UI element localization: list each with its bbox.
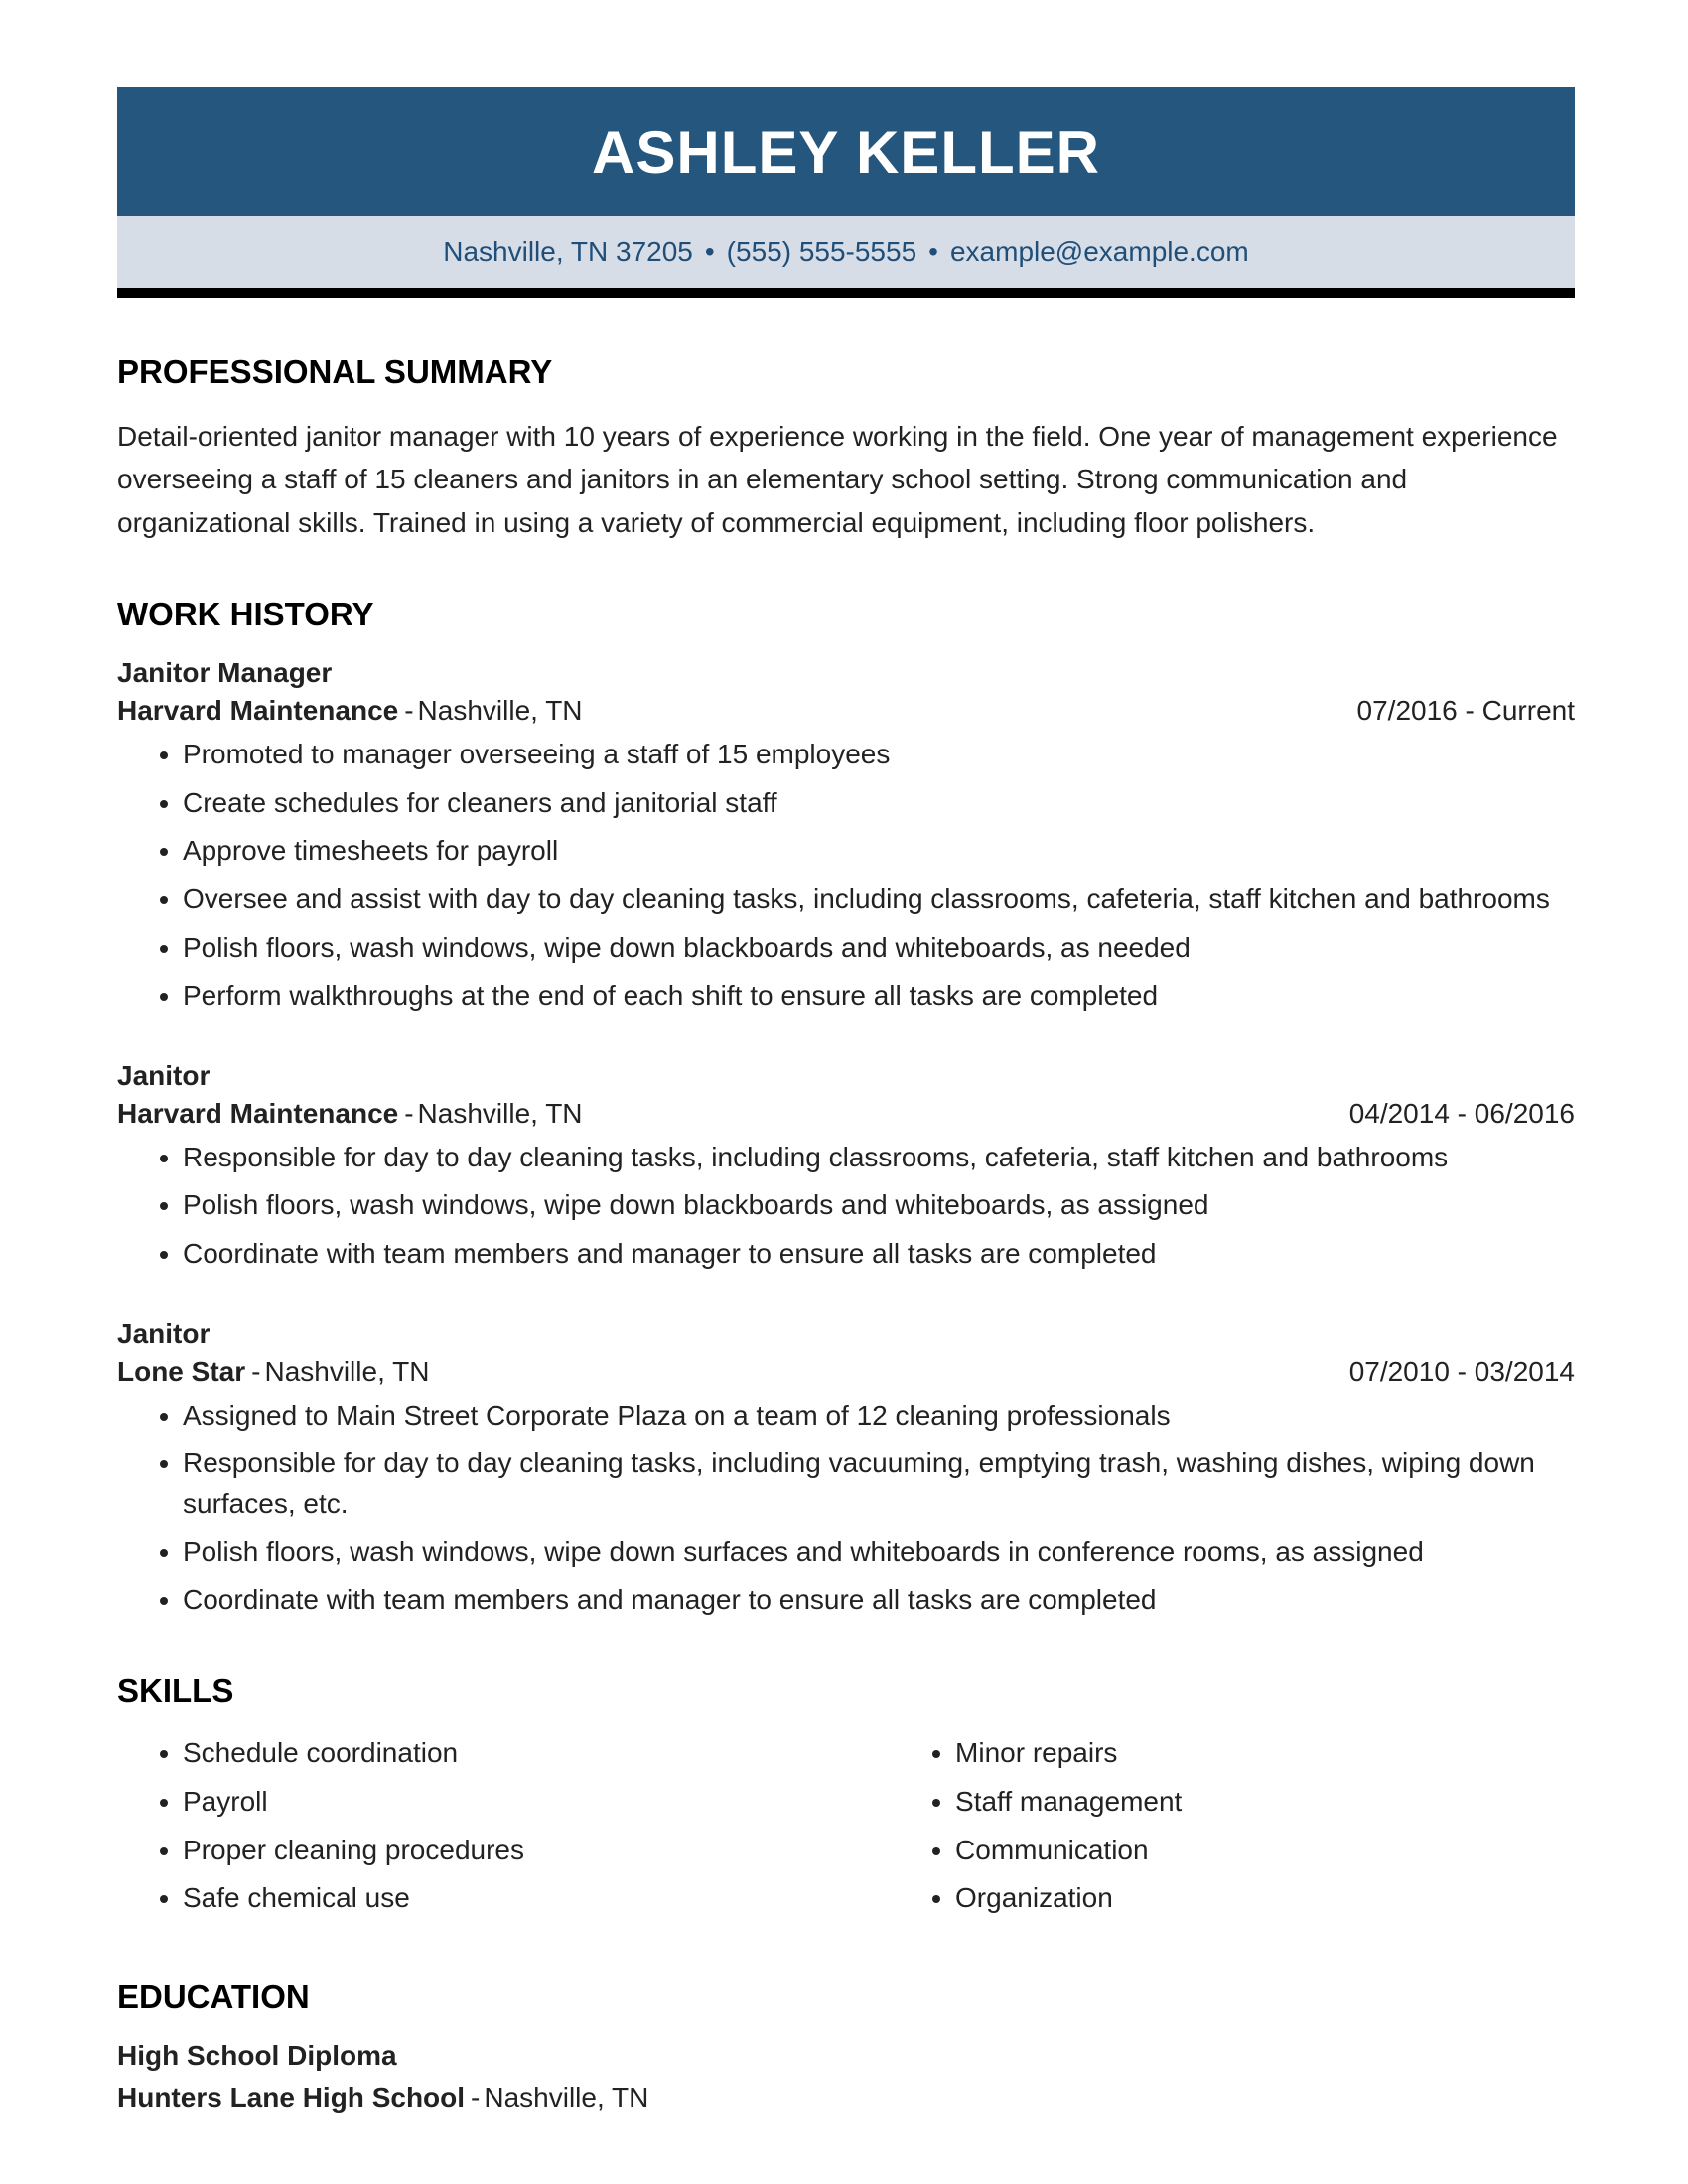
job-entry [117, 657, 1575, 1017]
job-company [117, 1356, 429, 1388]
company-location-separator: - [404, 695, 414, 727]
work-history-heading: WORK HISTORY [117, 596, 374, 633]
job-bullet: • Promoted to manager overseeing a staff of 15 employees [183, 735, 1575, 775]
candidate-name: ASHLEY KELLER [592, 118, 1100, 186]
section-professional-summary [117, 353, 1575, 544]
education-location: Nashville, TN [484, 2081, 649, 2113]
contact-phone: (555) 555-5555 [726, 236, 917, 267]
education-degree: High School Diploma [117, 2039, 397, 2071]
job-bullet-list [117, 735, 1575, 1017]
skill-item: • Minor repairs [955, 1733, 1575, 1774]
skill-item: • Payroll [183, 1782, 890, 1823]
job-company-line [117, 1098, 1575, 1130]
job-bullet: • Coordinate with team members and manager to ensure all tasks are completed [183, 1234, 1575, 1275]
job-bullet: • Responsible for day to day cleaning tasks, including vacuuming, emptying trash, washing dishes, wiping down surfaces, etc. [183, 1443, 1575, 1524]
education-school: Hunters Lane High School [117, 2081, 466, 2113]
company-name: Harvard Maintenance [117, 1097, 399, 1129]
skills-column-left [117, 1733, 890, 1926]
job-dates: 07/2010 - 03/2014 [1348, 1355, 1575, 1387]
divider-rule [117, 288, 1575, 298]
skill-item: • Staff management [955, 1782, 1575, 1823]
job-company-line [117, 695, 1575, 727]
company-location-separator: - [404, 1097, 414, 1129]
skill-item: • Safe chemical use [183, 1878, 890, 1919]
section-work-history [117, 596, 1575, 1620]
job-entry [117, 1060, 1575, 1275]
job-bullet: • Polish floors, wash windows, wipe down blackboards and whiteboards, as assigned [183, 1185, 1575, 1226]
job-bullet: • Oversee and assist with day to day cleaning tasks, including classrooms, cafeteria, staff kitchen and bathrooms [183, 880, 1575, 920]
job-entry [117, 1318, 1575, 1621]
job-company [117, 1098, 583, 1130]
contact-location: Nashville, TN 37205 [443, 236, 693, 267]
contact-email: example@example.com [949, 236, 1249, 267]
skill-item: • Communication [955, 1831, 1575, 1871]
job-location: Nashville, TN [417, 695, 583, 727]
job-title: Janitor [117, 1059, 211, 1091]
job-bullet: • Coordinate with team members and manager to ensure all tasks are completed [183, 1580, 1575, 1621]
job-company-line [117, 1356, 1575, 1388]
contact-separator-dot: • [928, 236, 938, 267]
section-skills [117, 1672, 1575, 1926]
school-location-separator: - [471, 2081, 481, 2113]
job-bullet-list [117, 1396, 1575, 1621]
summary-heading: PROFESSIONAL SUMMARY [117, 353, 553, 390]
job-bullet: • Create schedules for cleaners and janitorial staff [183, 783, 1575, 824]
header-banner [117, 87, 1575, 216]
section-education [117, 1979, 1575, 2114]
job-bullet: • Perform walkthroughs at the end of each shift to ensure all tasks are completed [183, 976, 1575, 1017]
job-bullet: • Approve timesheets for payroll [183, 831, 1575, 872]
skill-item: • Organization [955, 1878, 1575, 1919]
resume-content [117, 0, 1575, 2114]
job-dates: 07/2016 - Current [1356, 695, 1575, 727]
contact-separator-dot: • [704, 236, 715, 267]
job-location: Nashville, TN [417, 1097, 583, 1129]
skills-heading: SKILLS [117, 1672, 234, 1709]
contact-bar [117, 216, 1575, 288]
skill-item: • Schedule coordination [183, 1733, 890, 1774]
job-dates: 04/2014 - 06/2016 [1348, 1097, 1575, 1129]
skills-column-right [890, 1733, 1575, 1926]
job-bullet: • Responsible for day to day cleaning tasks, including classrooms, cafeteria, staff kitchen and bathrooms [183, 1138, 1575, 1178]
job-title: Janitor [117, 1317, 211, 1349]
company-name: Lone Star [117, 1355, 246, 1387]
job-bullet: • Polish floors, wash windows, wipe down blackboards and whiteboards, as needed [183, 928, 1575, 969]
education-heading: EDUCATION [117, 1978, 310, 2015]
summary-text: Detail-oriented janitor manager with 10 years of experience working in the field. One year of management experience overseeing a staff of 15 cleaners and janitors in an elementary school setting. Strong communication and organizational skills. Trained in using a variety of commercial equipment, including floor polishers. [117, 421, 1558, 538]
job-title: Janitor Manager [117, 657, 333, 689]
company-location-separator: - [251, 1355, 261, 1387]
job-bullet: • Assigned to Main Street Corporate Plaza on a team of 12 cleaning professionals [183, 1396, 1575, 1436]
education-school-line [117, 2082, 1575, 2114]
job-bullet-list [117, 1138, 1575, 1275]
job-location: Nashville, TN [264, 1355, 430, 1387]
skill-item: • Proper cleaning procedures [183, 1831, 890, 1871]
job-company [117, 695, 583, 727]
skills-columns [117, 1733, 1575, 1926]
job-bullet: • Polish floors, wash windows, wipe down surfaces and whiteboards in conference rooms, as assigned [183, 1532, 1575, 1572]
company-name: Harvard Maintenance [117, 695, 399, 727]
